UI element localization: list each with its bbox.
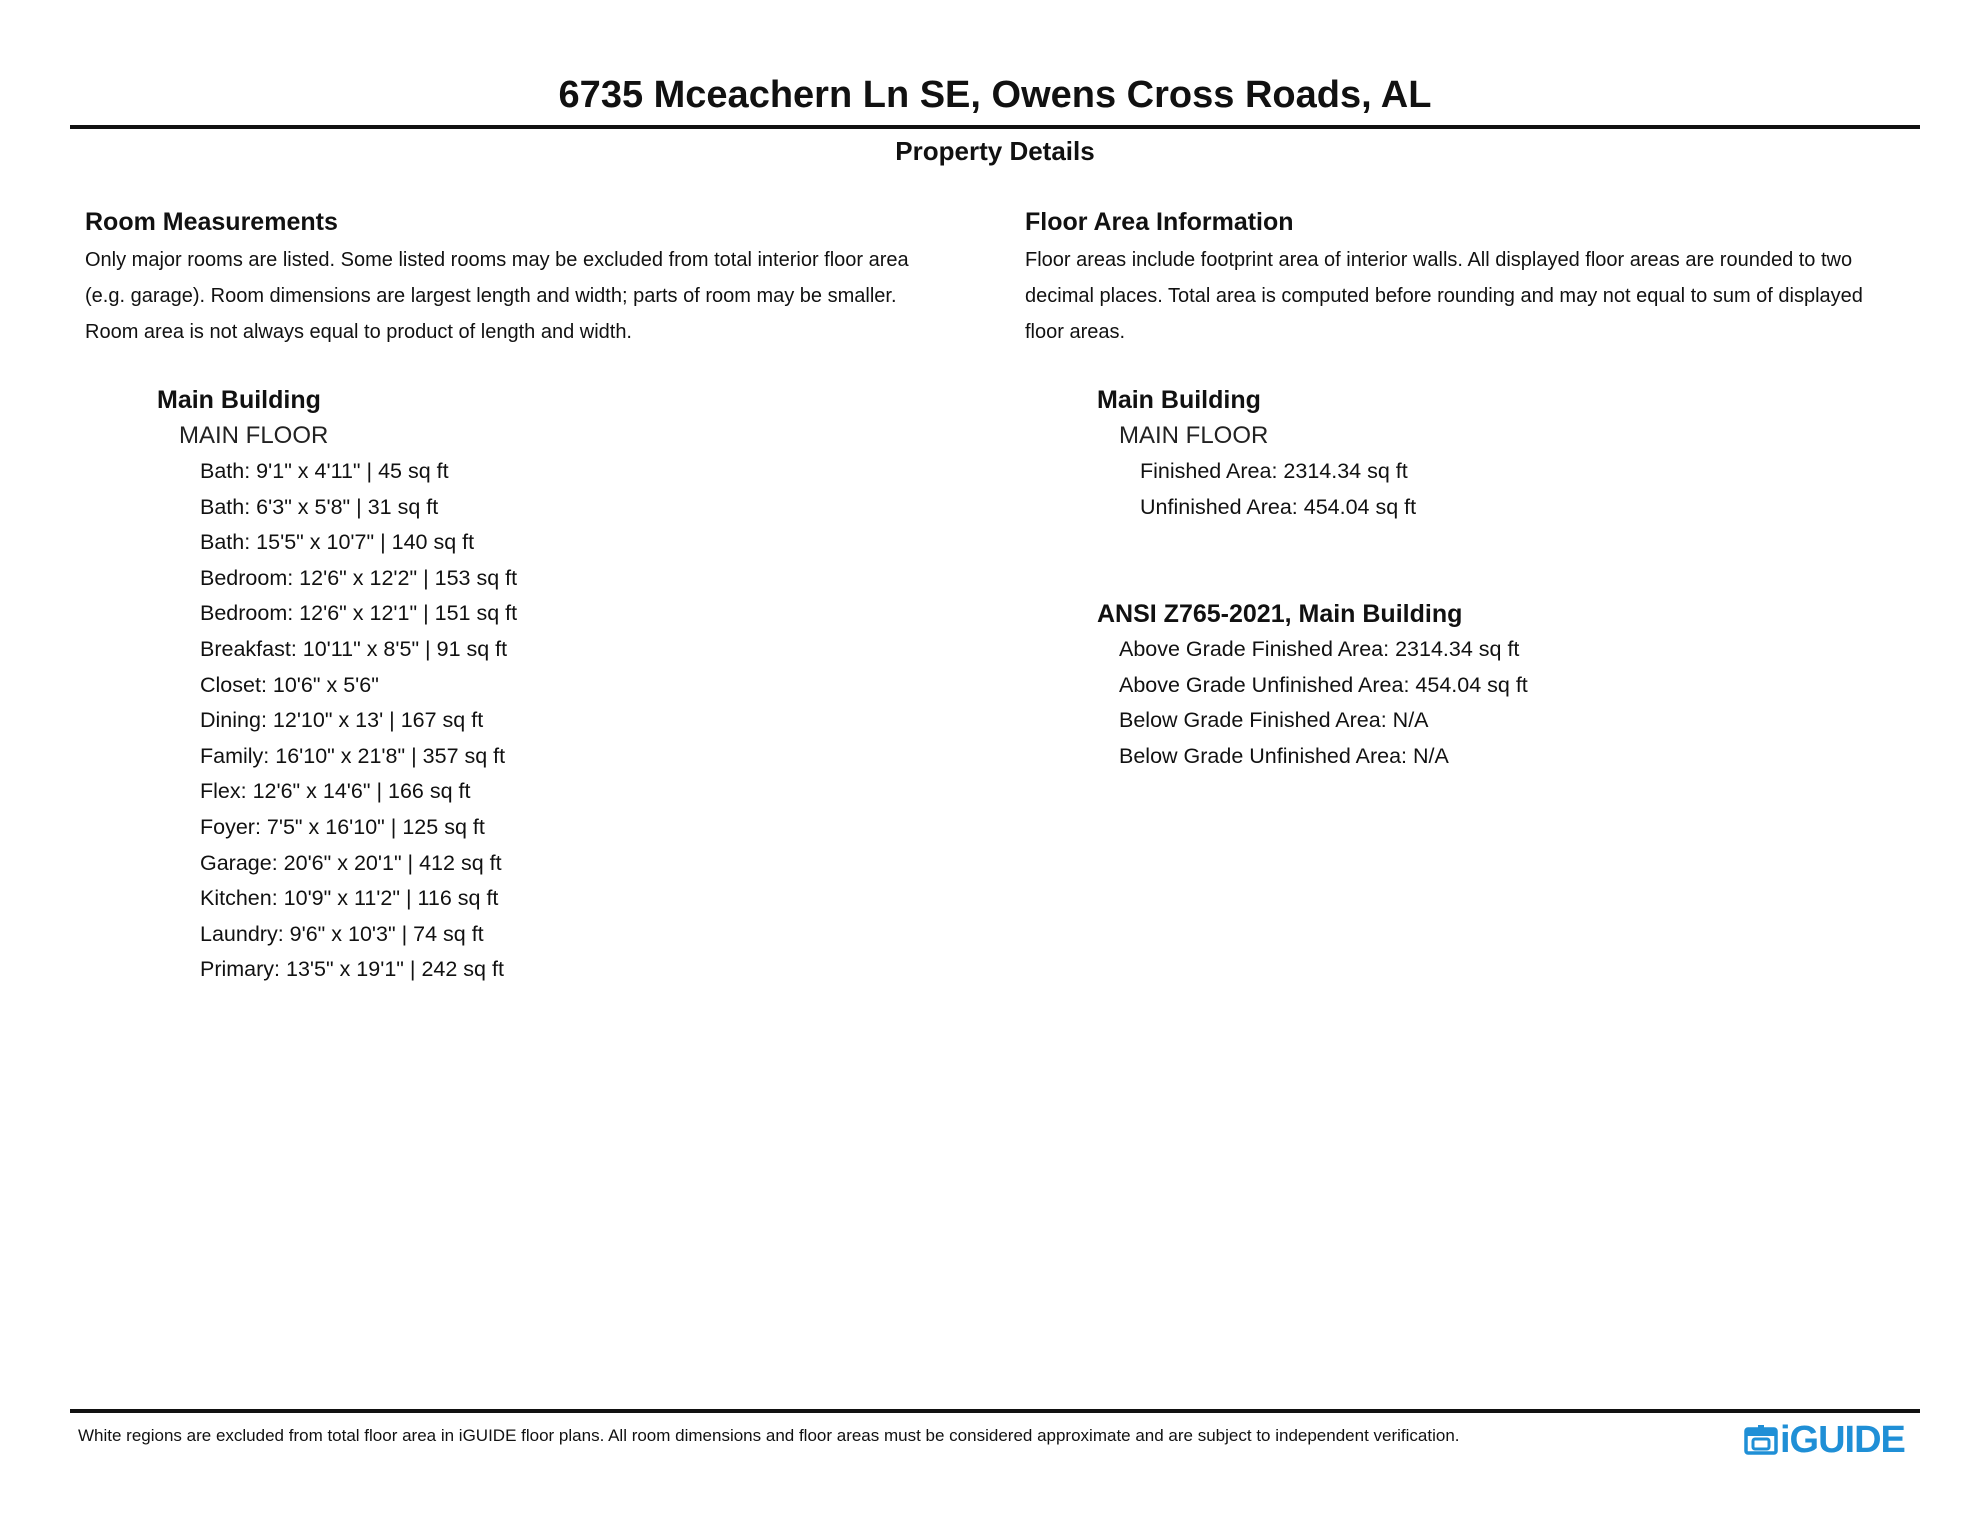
room-item: Bath: 9'1" x 4'11" | 45 sq ft xyxy=(200,459,449,483)
room-measurements-description-line: (e.g. garage). Room dimensions are largest length and width; parts of room may be smaller. xyxy=(85,285,897,307)
floor-area-section xyxy=(1025,204,1935,350)
room-measurements-description-line: Only major rooms are listed. Some listed rooms may be excluded from total interior floor area xyxy=(85,249,909,271)
room-measurements-description-line: Room area is not always equal to product of length and width. xyxy=(85,321,632,343)
room-measurements-heading: Room Measurements xyxy=(85,208,338,236)
ansi-block xyxy=(1097,596,1528,774)
room-item: Closet: 10'6" x 5'6" xyxy=(200,672,379,697)
floor-area-floor-label: MAIN FLOOR xyxy=(1119,422,1269,449)
room-item: Dining: 12'10" x 13' | 167 sq ft xyxy=(200,708,484,733)
room-measurements-section xyxy=(85,204,985,350)
floor-area-building-heading: Main Building xyxy=(1097,386,1261,414)
room-item: Family: 16'10" x 21'8" | 357 sq ft xyxy=(200,743,506,768)
floor-area-item: Unfinished Area: 454.04 sq ft xyxy=(1140,494,1417,519)
room-item: Bath: 6'3" x 5'8" | 31 sq ft xyxy=(200,494,439,519)
floor-area-description-line: floor areas. xyxy=(1025,321,1126,343)
room-item: Garage: 20'6" x 20'1" | 412 sq ft xyxy=(200,850,502,875)
ansi-item: Above Grade Finished Area: 2314.34 sq ft xyxy=(1119,637,1520,661)
room-item: Bedroom: 12'6" x 12'2" | 153 sq ft xyxy=(200,565,518,590)
room-floor-label: MAIN FLOOR xyxy=(179,422,329,449)
floor-area-block xyxy=(1097,382,1416,525)
header-divider xyxy=(70,125,1920,129)
room-item: Kitchen: 10'9" x 11'2" | 116 sq ft xyxy=(200,886,499,911)
room-item: Laundry: 9'6" x 10'3" | 74 sq ft xyxy=(200,921,484,946)
page-title: 6735 Mceachern Ln SE, Owens Cross Roads, AL xyxy=(558,74,1432,116)
floor-area-description-line: Floor areas include footprint area of interior walls. All displayed floor areas are rounded to two xyxy=(1025,249,1853,271)
room-building-heading: Main Building xyxy=(157,386,321,414)
room-item: Bedroom: 12'6" x 12'1" | 151 sq ft xyxy=(200,601,518,626)
floor-area-heading: Floor Area Information xyxy=(1025,208,1294,236)
room-item: Foyer: 7'5" x 16'10" | 125 sq ft xyxy=(200,814,485,839)
room-item: Primary: 13'5" x 19'1" | 242 sq ft xyxy=(200,957,504,982)
iguide-logo xyxy=(1744,1418,1905,1462)
room-list-block xyxy=(157,382,517,988)
ansi-item: Below Grade Unfinished Area: N/A xyxy=(1119,743,1449,768)
room-item: Bath: 15'5" x 10'7" | 140 sq ft xyxy=(200,530,475,555)
footer-disclaimer: White regions are excluded from total floor area in iGUIDE floor plans. All room dimensions and floor areas must be considered approximate and are subject to independent verification. xyxy=(78,1426,1460,1445)
ansi-item: Above Grade Unfinished Area: 454.04 sq ft xyxy=(1119,672,1528,697)
floor-area-description-line: decimal places. Total area is computed before rounding and may not equal to sum of displayed xyxy=(1025,285,1863,307)
floor-area-item: Finished Area: 2314.34 sq ft xyxy=(1140,459,1408,483)
room-item: Breakfast: 10'11" x 8'5" | 91 sq ft xyxy=(200,636,508,661)
footer-divider xyxy=(70,1409,1920,1413)
iguide-camera-icon xyxy=(1744,1423,1778,1457)
page-subtitle: Property Details xyxy=(895,136,1095,166)
iguide-logo-text: iGUIDE xyxy=(1780,1419,1905,1461)
ansi-item: Below Grade Finished Area: N/A xyxy=(1119,708,1429,733)
ansi-heading: ANSI Z765-2021, Main Building xyxy=(1097,600,1463,628)
room-item: Flex: 12'6" x 14'6" | 166 sq ft xyxy=(200,779,471,804)
